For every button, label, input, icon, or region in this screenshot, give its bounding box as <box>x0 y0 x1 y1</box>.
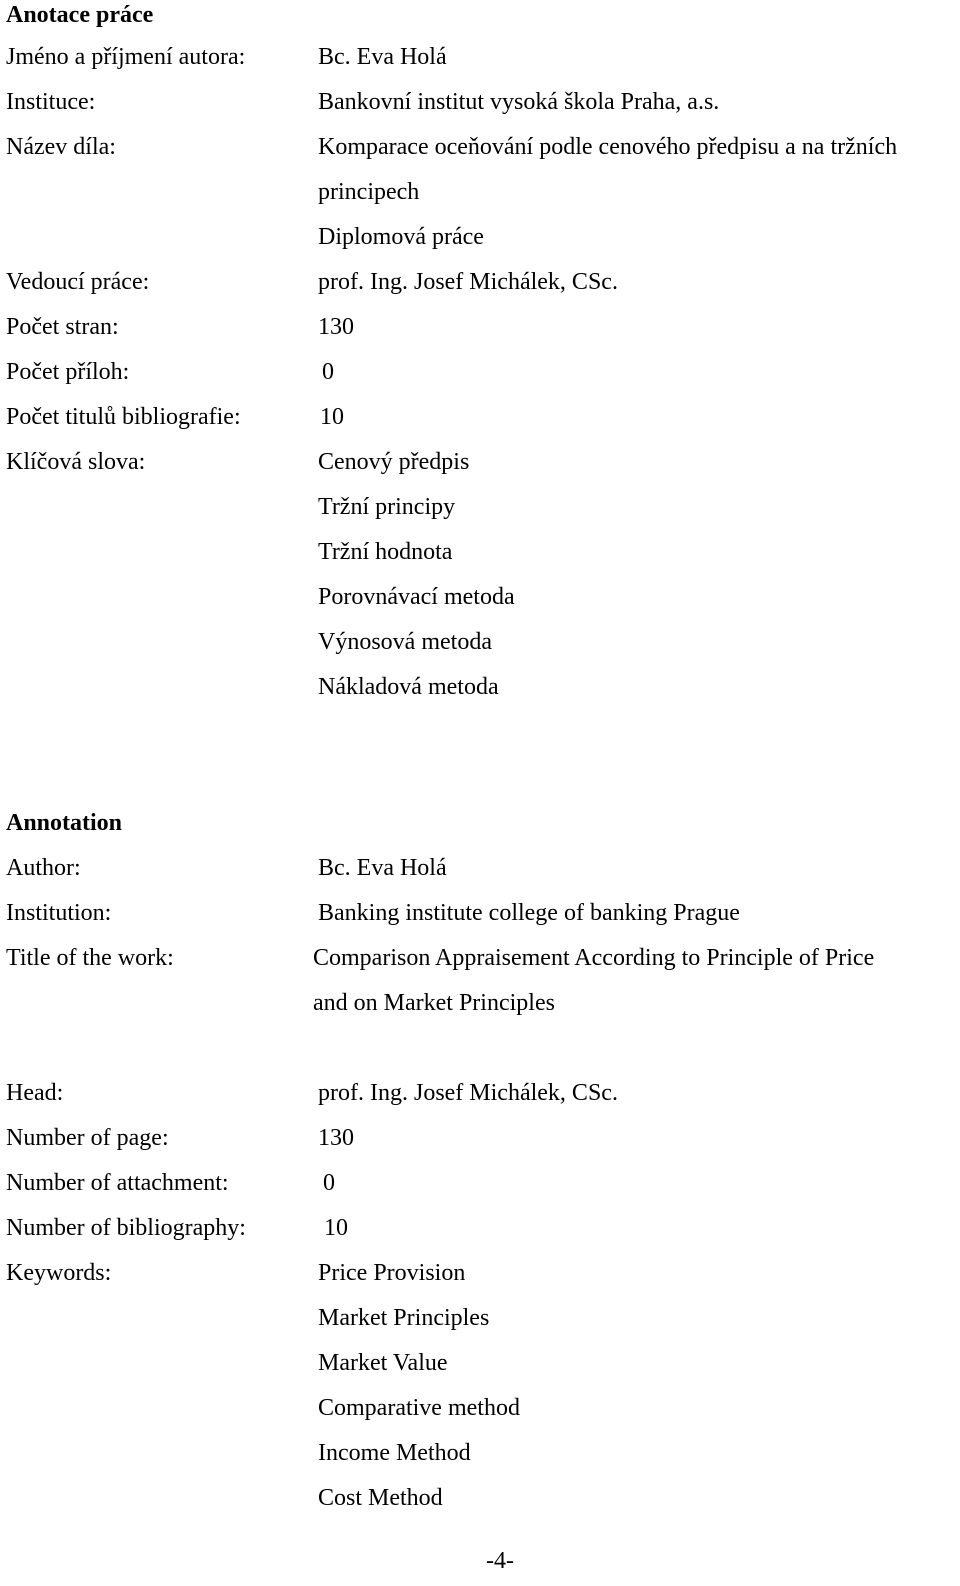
head-label-en: Head: <box>6 1080 64 1106</box>
keyword-en: Income Method <box>318 1440 471 1466</box>
author-label-cz: Jméno a příjmení autora: <box>6 44 246 70</box>
bibliography-label-cz: Počet titulů bibliografie: <box>6 404 241 430</box>
attachments-label-en: Number of attachment: <box>6 1170 229 1196</box>
keyword-cz: Tržní hodnota <box>318 539 453 565</box>
keyword-en: Market Principles <box>318 1305 490 1331</box>
supervisor-value-cz: prof. Ing. Josef Michálek, CSc. <box>318 269 618 295</box>
title-line2-en: and on Market Principles <box>313 990 555 1016</box>
supervisor-label-cz: Vedoucí práce: <box>6 269 150 295</box>
title-line2-cz: principech <box>318 179 420 205</box>
keyword-en: Price Provision <box>318 1260 466 1286</box>
author-value-en: Bc. Eva Holá <box>318 855 447 881</box>
keyword-cz: Porovnávací metoda <box>318 584 515 610</box>
pages-value-en: 130 <box>318 1125 354 1151</box>
attachments-value-en: 0 <box>323 1170 335 1196</box>
keyword-cz: Výnosová metoda <box>318 629 492 655</box>
title-line1-cz: Komparace oceňování podle cenového předpisu a na tržních <box>318 134 898 160</box>
keyword-cz: Tržní principy <box>318 494 456 520</box>
page-number: -4- <box>486 1548 514 1574</box>
keyword-en: Market Value <box>318 1350 448 1376</box>
bibliography-label-en: Number of bibliography: <box>6 1215 246 1241</box>
keyword-en: Cost Method <box>318 1485 443 1511</box>
title-label-cz: Název díla: <box>6 134 116 160</box>
attachments-label-cz: Počet příloh: <box>6 359 130 385</box>
keyword-cz: Nákladová metoda <box>318 674 499 700</box>
pages-label-cz: Počet stran: <box>6 314 119 340</box>
title-line3-cz: Diplomová práce <box>318 224 484 250</box>
heading-en: Annotation <box>6 810 123 836</box>
title-line1-en: Comparison Appraisement According to Principle of Price <box>313 945 875 971</box>
author-label-en: Author: <box>6 855 81 881</box>
keyword-en: Comparative method <box>318 1395 520 1421</box>
attachments-value-cz: 0 <box>322 359 334 385</box>
keywords-label-en: Keywords: <box>6 1260 112 1286</box>
pages-value-cz: 130 <box>318 314 354 340</box>
institution-label-en: Institution: <box>6 900 112 926</box>
bibliography-value-en: 10 <box>324 1215 348 1241</box>
head-value-en: prof. Ing. Josef Michálek, CSc. <box>318 1080 618 1106</box>
keywords-label-cz: Klíčová slova: <box>6 449 146 475</box>
title-label-en: Title of the work: <box>6 945 174 971</box>
bibliography-value-cz: 10 <box>320 404 344 430</box>
institution-value-en: Banking institute college of banking Prague <box>318 900 740 926</box>
heading-cz: Anotace práce <box>6 2 154 28</box>
keyword-cz: Cenový předpis <box>318 449 470 475</box>
institution-value-cz: Bankovní institut vysoká škola Praha, a.s. <box>318 89 720 115</box>
institution-label-cz: Instituce: <box>6 89 96 115</box>
author-value-cz: Bc. Eva Holá <box>318 44 447 70</box>
pages-label-en: Number of page: <box>6 1125 169 1151</box>
